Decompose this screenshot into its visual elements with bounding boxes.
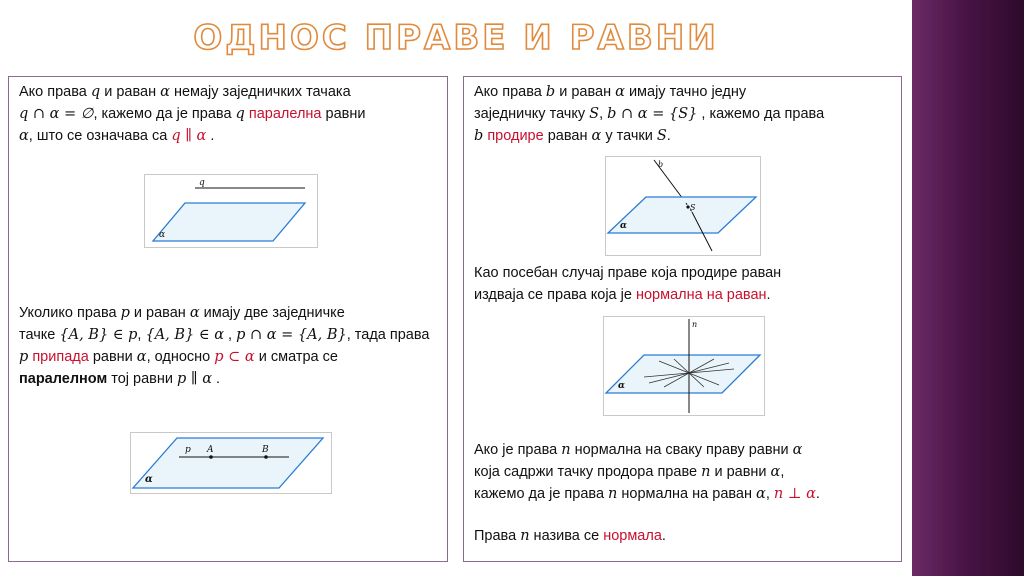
math: α [591, 128, 602, 144]
bold-term: паралелном [19, 371, 108, 387]
text: , односно [146, 349, 215, 365]
text: тачке [19, 327, 60, 343]
math-expression: p ∥ α [177, 371, 212, 387]
figure-normal-line [604, 317, 764, 415]
math: n [701, 464, 711, 480]
text: кажемо да је права [474, 486, 609, 502]
label-b: b [658, 160, 664, 169]
text: и сматра се [254, 349, 338, 365]
math: p [120, 305, 130, 321]
figure-parallel-line-plane [145, 175, 317, 247]
math: α [160, 84, 170, 100]
highlight-term: продире [487, 128, 544, 144]
text: , кажемо да је права [93, 106, 236, 122]
piercing-diagram [606, 157, 760, 255]
math: α [756, 486, 766, 502]
highlight-term: паралелна [248, 106, 322, 122]
label-alpha: α [145, 474, 153, 485]
left-panel [8, 76, 448, 562]
label-a: A [207, 445, 214, 455]
point-b [264, 455, 268, 459]
text: нормална на раван [617, 486, 757, 502]
paragraph-normal-intro [474, 262, 894, 306]
math: α [770, 464, 781, 480]
math: α [615, 84, 625, 100]
text: , [599, 106, 608, 122]
plane-alpha [133, 438, 323, 488]
text: равни [321, 106, 366, 122]
plane-alpha [153, 203, 305, 241]
math-expression: b ∩ α = {S} [607, 106, 698, 122]
text: имају тачно једну [624, 84, 747, 100]
text: у тачки [601, 128, 657, 144]
math: n [608, 486, 618, 502]
text: нормална на сваку праву равни [570, 442, 793, 458]
math-expression: n ⊥ α [773, 486, 816, 502]
text: равни [88, 349, 137, 365]
text: Ако права [474, 84, 546, 100]
highlight-term: припада [32, 349, 89, 365]
text: Ако је права [474, 442, 562, 458]
paragraph-parallel [19, 81, 439, 147]
paragraph-pierces [474, 81, 894, 147]
text: Права [474, 528, 521, 544]
label-alpha: α [618, 381, 625, 391]
text: . [766, 287, 771, 303]
paragraph-normal-definition [474, 439, 894, 505]
text: и раван [129, 305, 190, 321]
text: , [780, 464, 785, 480]
math: S [656, 128, 667, 144]
paragraph-belongs [19, 302, 439, 390]
math: n [520, 528, 530, 544]
text: . [666, 128, 671, 144]
math-expression: q ∩ α = ∅ [19, 106, 94, 122]
text: немају заједничких тачака [169, 84, 351, 100]
text: . [661, 528, 666, 544]
text: издваја се права која је [474, 287, 636, 303]
text: . [206, 128, 215, 144]
label-b: B [262, 445, 269, 455]
plane-alpha [608, 197, 756, 233]
math: α [136, 349, 147, 365]
math: p [19, 349, 29, 365]
label-q: q [199, 178, 205, 188]
label-p: p [185, 445, 191, 455]
text: , кажемо да права [697, 106, 825, 122]
text: , [137, 327, 146, 343]
math: α [792, 442, 803, 458]
text: , [224, 327, 237, 343]
text: и раван [555, 84, 616, 100]
plane-alpha [606, 355, 760, 393]
math: b [545, 84, 556, 100]
math: q [90, 84, 101, 100]
text: . [212, 371, 221, 387]
text: заједничку тачку [474, 106, 590, 122]
text: тој равни [107, 371, 177, 387]
highlight-term: нормална на раван [635, 287, 767, 303]
paragraph-normal-name [474, 525, 894, 547]
math: q [235, 106, 245, 122]
math: α [189, 305, 200, 321]
label-n: n [692, 320, 698, 329]
math-expression: {A, B} ∈ α [145, 327, 225, 343]
text: Уколико права [19, 305, 121, 321]
label-s: S [690, 203, 696, 212]
point-a [209, 455, 213, 459]
slide-title: ОДНОС ПРАВЕ И РАВНИ [193, 18, 719, 58]
math: b [474, 128, 484, 144]
decorative-side-band [912, 0, 1024, 576]
parallel-diagram [145, 175, 317, 247]
text: , што се означава са [28, 128, 172, 144]
label-alpha: α [159, 230, 166, 240]
text: Ако права [19, 84, 91, 100]
math: α [19, 128, 29, 144]
text: , тада права [346, 327, 430, 343]
math-expression: p ∩ α = {A, B} [236, 327, 347, 343]
math: n [561, 442, 571, 458]
label-alpha: α [620, 221, 627, 231]
text: раван [543, 128, 592, 144]
math-expression: q ∥ α [171, 128, 207, 144]
text: имају две заједничке [199, 305, 345, 321]
text: и раван [100, 84, 161, 100]
text: која садржи тачку продора праве [474, 464, 702, 480]
normal-diagram [604, 317, 764, 415]
line-in-plane-diagram [131, 433, 331, 493]
highlight-term: нормала [603, 528, 662, 544]
text: Као посебан случај праве која продире раван [474, 265, 782, 281]
text: и равни [710, 464, 771, 480]
right-panel [463, 76, 902, 562]
figure-line-in-plane [131, 433, 331, 493]
figure-piercing-line [606, 157, 760, 255]
math-expression: {A, B} ∈ p [59, 327, 138, 343]
text: назива се [529, 528, 604, 544]
text: , [765, 486, 774, 502]
text: . [815, 486, 820, 502]
math-expression: p ⊂ α [214, 349, 255, 365]
math: S [589, 106, 600, 122]
